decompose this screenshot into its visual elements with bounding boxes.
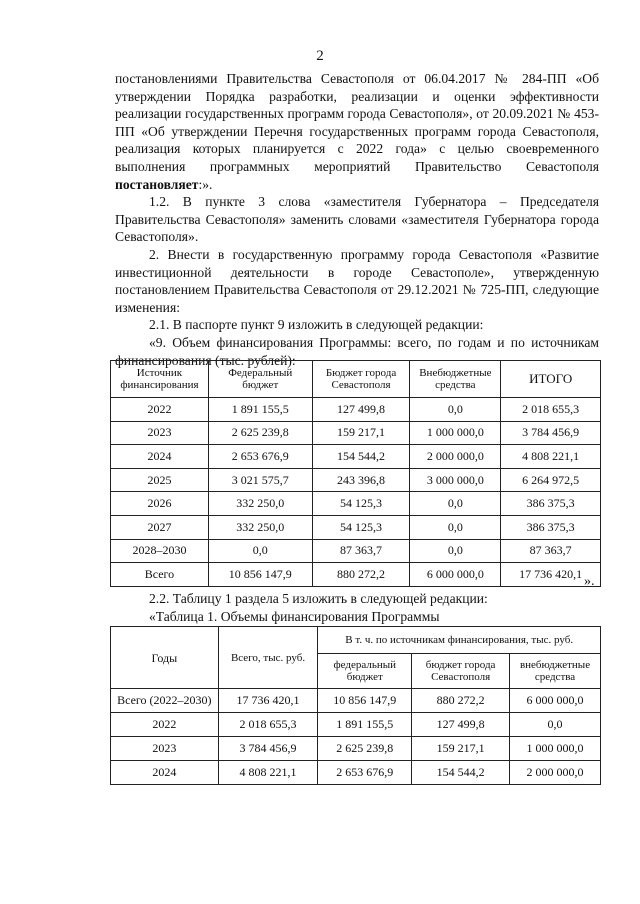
table-row xyxy=(111,713,601,737)
cell: 0,0 xyxy=(410,515,501,539)
cell: 2022 xyxy=(111,713,219,737)
cell: 3 000 000,0 xyxy=(410,468,501,492)
cell: 880 272,2 xyxy=(412,689,510,713)
cell: 17 736 420,1 xyxy=(501,563,601,587)
header-city: бюджет города Севастополя xyxy=(412,654,510,689)
cell: 0,0 xyxy=(410,539,501,563)
cell: 386 375,3 xyxy=(501,492,601,516)
table-row xyxy=(111,492,601,516)
section-2-2 xyxy=(115,590,599,625)
cell: 159 217,1 xyxy=(312,421,410,445)
cell: 17 736 420,1 xyxy=(218,689,318,713)
table-row-total xyxy=(111,563,601,587)
cell: 2024 xyxy=(111,761,219,785)
cell: 159 217,1 xyxy=(412,737,510,761)
cell: 2 000 000,0 xyxy=(510,761,601,785)
table-row xyxy=(111,445,601,469)
table-row xyxy=(111,737,601,761)
cell: 6 000 000,0 xyxy=(410,563,501,587)
cell: 1 000 000,0 xyxy=(410,421,501,445)
cell: 2023 xyxy=(111,421,209,445)
cell: 3 784 456,9 xyxy=(501,421,601,445)
table-row xyxy=(111,398,601,422)
cell: 10 856 147,9 xyxy=(318,689,412,713)
body-text xyxy=(115,70,599,369)
table-header-row xyxy=(111,627,601,654)
cell: 54 125,3 xyxy=(312,492,410,516)
cell: 0,0 xyxy=(410,492,501,516)
cell: 6 000 000,0 xyxy=(510,689,601,713)
cell: 386 375,3 xyxy=(501,515,601,539)
cell: Всего xyxy=(111,563,209,587)
paragraph-2-2: 2.2. Таблицу 1 раздела 5 изложить в следующей редакции: xyxy=(149,591,488,606)
table-header-row xyxy=(111,361,601,398)
paragraph-intro xyxy=(115,70,599,193)
paragraph-2: 2. Внести в государственную программу города Севастополя «Развитие инвестиционной деятельности в городе Севастополе», утвержденную постановлением Правительства Севастополя от 29.12.2021 № 725-ПП, следующие изменения: xyxy=(115,246,599,315)
table-row xyxy=(111,515,601,539)
cell: 2025 xyxy=(111,468,209,492)
cell: 2 018 655,3 xyxy=(501,398,601,422)
table-row xyxy=(111,761,601,785)
cell: 1 891 155,5 xyxy=(318,713,412,737)
cell: 2 625 239,8 xyxy=(318,737,412,761)
cell: 2024 xyxy=(111,445,209,469)
cell: 3 021 575,7 xyxy=(208,468,312,492)
paragraph-1-2: 1.2. В пункте 3 слова «заместителя Губернатора – Председателя Правительства Севастополя» заменить словами «заместителя Губернатора города Севастополя». xyxy=(115,194,599,245)
cell: 0,0 xyxy=(510,713,601,737)
table-row xyxy=(111,468,601,492)
cell: 127 499,8 xyxy=(312,398,410,422)
paragraph-item-9: «9. Объем финансирования Программы: всего, по годам и по источникам финансирования (тыс. рублей): xyxy=(115,334,599,368)
cell: 4 808 221,1 xyxy=(218,761,318,785)
decree-word: постановляет xyxy=(115,176,199,192)
header-city: Бюджет города Севастополя xyxy=(312,361,410,398)
page-number: 2 xyxy=(316,48,324,64)
table-row xyxy=(111,421,601,445)
cell: 1 000 000,0 xyxy=(510,737,601,761)
table-1-caption: «Таблица 1. Объемы финансирования Программы xyxy=(149,608,440,624)
cell: 87 363,7 xyxy=(312,539,410,563)
cell: 2 653 676,9 xyxy=(208,445,312,469)
financing-table-2 xyxy=(110,626,601,785)
header-years: Годы xyxy=(111,627,219,689)
header-federal: Федеральный бюджет xyxy=(208,361,312,398)
cell: 2 625 239,8 xyxy=(208,421,312,445)
paragraph-intro-text: постановлениями Правительства Севастополя от 06.04.2017 № 284-ПП «Об утверждении Порядка разработки, реализации и оценки эффективности реализации государственных программ города Севастополя», от 20.09.2021 № 453-ПП «Об утверждении Перечня государственных программ города Севастополя, реализация которых планируется с 2022 года» с целью своевременного выполнения программных мероприятий Правительство Севастополя xyxy=(115,71,599,174)
cell: 0,0 xyxy=(410,398,501,422)
cell: 2 653 676,9 xyxy=(318,761,412,785)
cell: 127 499,8 xyxy=(412,713,510,737)
cell: 4 808 221,1 xyxy=(501,445,601,469)
cell: 2023 xyxy=(111,737,219,761)
financing-table-1 xyxy=(110,360,601,587)
cell: 87 363,7 xyxy=(501,539,601,563)
cell: 0,0 xyxy=(208,539,312,563)
paragraph-2-1: 2.1. В паспорте пункт 9 изложить в следующей редакции: xyxy=(149,317,484,333)
table-row-total xyxy=(111,689,601,713)
cell: 2 000 000,0 xyxy=(410,445,501,469)
cell: 154 544,2 xyxy=(312,445,410,469)
cell: 2022 xyxy=(111,398,209,422)
cell: 10 856 147,9 xyxy=(208,563,312,587)
cell: Всего (2022–2030) xyxy=(111,689,219,713)
cell: 243 396,8 xyxy=(312,468,410,492)
cell: 2028–2030 xyxy=(111,539,209,563)
table-row xyxy=(111,539,601,563)
cell: 1 891 155,5 xyxy=(208,398,312,422)
cell: 2 018 655,3 xyxy=(218,713,318,737)
cell: 6 264 972,5 xyxy=(501,468,601,492)
cell: 880 272,2 xyxy=(312,563,410,587)
header-total: Всего, тыс. руб. xyxy=(218,627,318,689)
cell: 2027 xyxy=(111,515,209,539)
header-source: Источник финансирования xyxy=(111,361,209,398)
paragraph-intro-end: :». xyxy=(198,176,213,192)
cell: 2026 xyxy=(111,492,209,516)
cell: 332 250,0 xyxy=(208,515,312,539)
cell: 3 784 456,9 xyxy=(218,737,318,761)
cell: 154 544,2 xyxy=(412,761,510,785)
header-group: В т. ч. по источникам финансирования, тыс. руб. xyxy=(318,627,601,654)
header-extra: внебюджетные средства xyxy=(510,654,601,689)
closing-quote: ». xyxy=(584,574,595,589)
header-total: ИТОГО xyxy=(501,361,601,398)
cell: 54 125,3 xyxy=(312,515,410,539)
header-federal: федеральный бюджет xyxy=(318,654,412,689)
header-extra: Внебюджетные средства xyxy=(410,361,501,398)
cell: 332 250,0 xyxy=(208,492,312,516)
